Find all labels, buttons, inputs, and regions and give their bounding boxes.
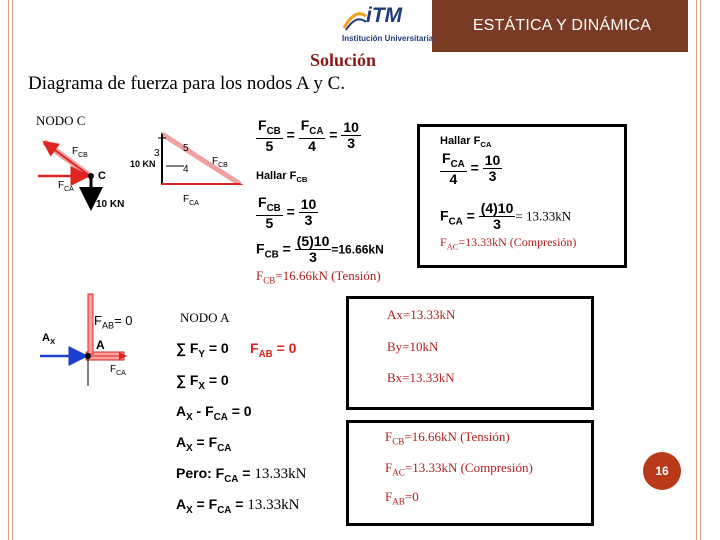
slide-title: Solución (310, 50, 377, 70)
na-line-ax-result: $A_X = F_{CA} = 13.33kN$ (176, 496, 300, 516)
tri-fca-label: $F_{CA}$ (183, 194, 199, 207)
fca-solution-box (417, 124, 627, 268)
na-line-ax-minus-fca: $A_X - F_{CA} = 0$ (176, 403, 252, 423)
nc-fcb-result: $F_{CB}=16.66kN$ (Tensión) (256, 268, 381, 286)
itm-logo (342, 4, 432, 50)
reaction-by: By=10kN (387, 339, 439, 354)
nc-eq-fcb-solve: $F_{CB}$ = $\frac{(5)10}{3}$ =16.66kN (256, 233, 384, 266)
slide-number-badge: 16 (643, 452, 681, 490)
nc-hallar-fcb: Hallar $F_{CB}$ (256, 170, 308, 185)
node-a-label: NODO A (180, 310, 230, 325)
summary-fac: $F_{AC}=13.33kN$ (Compresión) (385, 460, 533, 478)
summary-fab: $F_{AB}=0$ (385, 489, 419, 507)
nc-node-label: C (98, 170, 106, 182)
left-border-line (8, 0, 9, 540)
na-sum-fx: ∑ $F_X = 0$ (176, 372, 229, 392)
reaction-ax: Ax=13.33kN (387, 307, 456, 322)
tri-load-label: 10 KN (130, 159, 156, 169)
logo-brand: iTM (366, 4, 403, 27)
na-node-label: A (96, 338, 105, 352)
nc-load-down: 10 KN (96, 199, 125, 210)
left-border-line-inner (12, 0, 13, 540)
nc-eq-ratios: $\frac{F_{CB}}{5}$ = $\frac{F_{CA}}{4}$ = $\frac{10}{3}$ (258, 117, 359, 154)
na-line-ax-eq-fca: $A_X = F_{CA}$ (176, 434, 232, 454)
na-fab-label: $F_{AB}= 0$ (94, 313, 133, 331)
nc-fca-label: $F_{CA}$ (58, 180, 74, 193)
box-hallar-fca: Hallar $F_{CA}$ (440, 135, 492, 150)
slide-subtitle: Diagrama de fuerza para los nodos A y C. (28, 73, 346, 94)
na-fca-label: $F_{CA}$ (110, 364, 126, 377)
course-title: ESTÁTICA Y DINÁMICA (472, 17, 652, 34)
na-ax-label: $A_X$ (42, 332, 56, 347)
tri-side-3: 3 (154, 148, 160, 159)
box-fca-result: $F_{AC}=13.33kN$ (Compresión) (440, 235, 577, 252)
right-border-line-inner (700, 0, 701, 540)
logo-subtitle: Institución Universitaria (342, 34, 434, 43)
box-fca-ratio: $\frac{F_{CA}}{4}$ = $\frac{10}{3}$ (442, 150, 501, 187)
right-border-line (696, 0, 697, 540)
box-fca-solve: $F_{CA}$ = $\frac{(4)10}{3}$ = 13.33kN (440, 200, 572, 233)
tri-side-4: 4 (183, 164, 189, 175)
na-line-pero: Pero: $F_{CA} = 13.33kN$ (176, 465, 307, 485)
nc-eq-fcb: $\frac{F_{CB}}{5}$ = $\frac{10}{3}$ (258, 194, 317, 231)
nc-fcb-label: $F_{CB}$ (72, 146, 88, 159)
summary-fcb: $F_{CB}=16.66kN$ (Tensión) (385, 429, 510, 447)
reactions-box (346, 296, 594, 410)
node-c-force-diagram (34, 130, 254, 216)
na-fab-zero: $F_{AB} = 0$ (250, 340, 297, 360)
tri-side-5: 5 (183, 143, 189, 154)
node-c-label: NODO C (36, 113, 86, 128)
logo-mark-icon (342, 6, 368, 32)
na-sum-fy: ∑ $F_Y = 0$ (176, 340, 229, 360)
tri-fcb-label: $F_{CB}$ (212, 156, 228, 169)
summary-box (346, 420, 594, 526)
reaction-bx: Bx=13.33kN (387, 370, 455, 385)
